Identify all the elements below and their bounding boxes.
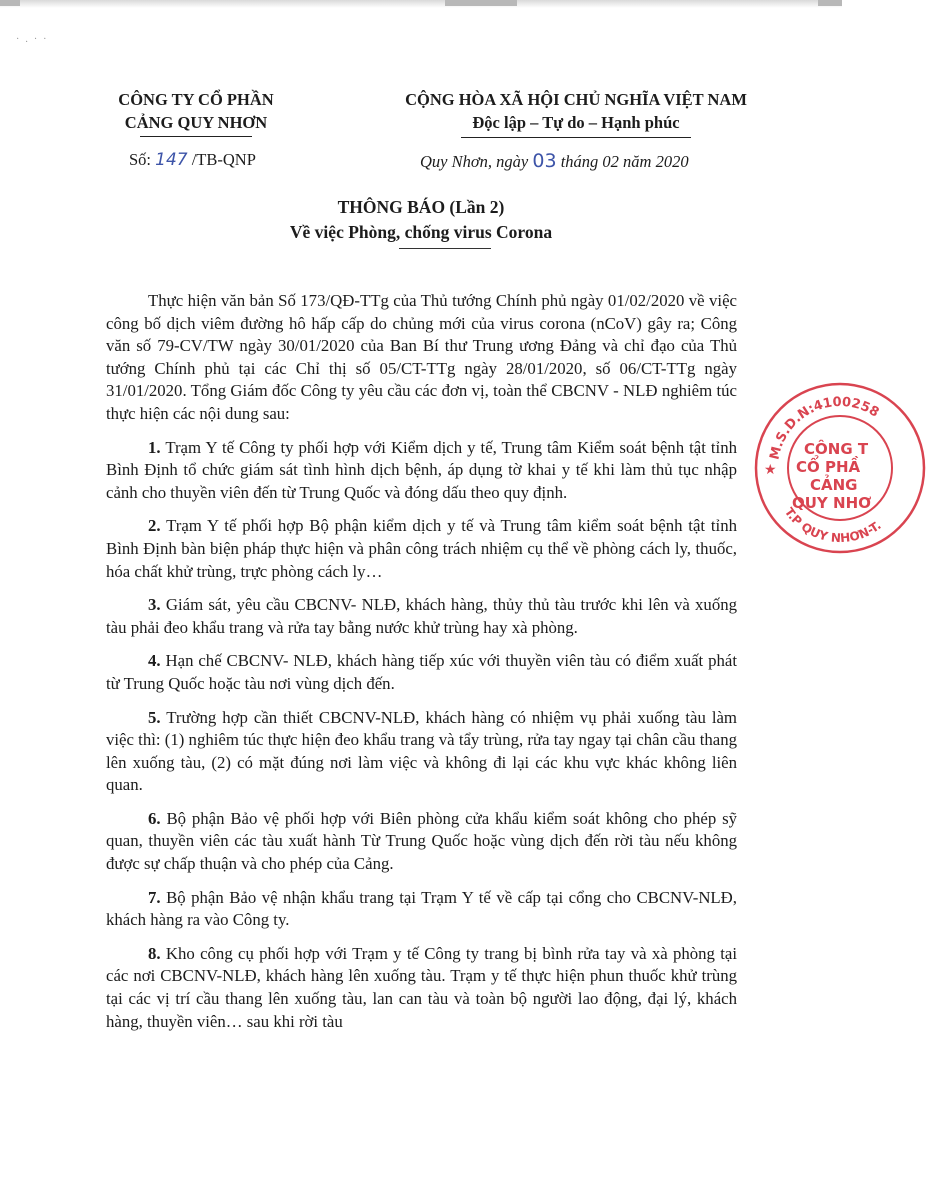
motto-underline [461,137,691,138]
notice-item [106,650,737,695]
seal-line4: QUY NHƠ [792,494,872,512]
company-seal [752,380,928,556]
title-underline [399,248,491,249]
doc-number-suffix: /TB-QNP [191,150,256,169]
national-title: CỘNG HÒA XÃ HỘI CHỦ NGHĨA VIỆT NAM [405,90,747,109]
scan-edge [0,0,842,8]
national-motto: Độc lập – Tự do – Hạnh phúc [472,113,680,132]
item-number: 6. [148,808,161,828]
seal-star-icon: ★ [764,462,777,478]
place-date-prefix: Quy Nhơn, ngày [420,152,529,171]
item-number: 8. [148,943,161,963]
item-number: 3. [148,595,161,615]
scan-edge-mark [818,0,842,6]
scan-edge-mark [445,0,517,6]
place-date-suffix: tháng 02 năm 2020 [560,152,689,171]
item-text: Trạm Y tế phối hợp Bộ phận kiểm dịch y tế và Trung tâm kiểm soát bệnh tật tỉnh Bình Định bàn biện pháp thực hiện và phân công trách nhiệm cụ thể về phòng cách ly, thuốc, hóa chất khử trùng, trực phòng cách ly… [106,516,737,581]
seal-ring-bottom-text: T.P QUY NHƠN-T. [781,505,884,546]
place-date-day: 03 [532,150,557,172]
seal-line2: CỔ PHẦ [796,458,861,476]
item-number: 4. [148,651,161,671]
notice-item [106,808,737,876]
scan-speck: ·.·· [16,34,53,45]
item-text: Trường hợp cần thiết CBCNV-NLĐ, khách hàng có nhiệm vụ phải xuống tàu làm việc thì: (1) nghiêm túc thực hiện đeo khẩu trang và tẩy trùng, rửa tay ngay tại chân cầu thang lên xuống tàu, (2) có mặt đúng nơi làm việc và không đi lại các khu vực khác không liên quan. [106,707,737,795]
document-number [129,150,256,170]
scan-edge-mark [0,0,20,6]
company-header [96,88,296,137]
item-number: 5. [148,707,161,727]
item-text: Kho công cụ phối hợp với Trạm y tế Công ty trang bị bình rửa tay và xà phòng tại các nơi CBCNV-NLĐ, khách hàng lên xuống tàu. Trạm y tế thực hiện phun thuốc khử trùng tại các vị trí cầu thang lên xuống tàu, lan can tàu và toàn bộ người lao động, đại lý, khách hàng, thuyền viên… sau khi rời tàu [106,943,737,1031]
item-text: Trạm Y tế Công ty phối hợp với Kiểm dịch y tế, Trung tâm Kiểm soát bệnh tật tỉnh Bình Định tổ chức giám sát tình hình dịch bệnh, áp dụng tờ khai y tế khi làm thủ tục nhập cảnh cho thuyền viên đến từ Trung Quốc và đóng dấu theo quy định. [106,437,737,502]
doc-number-handwritten: 147 [155,150,188,170]
notice-item [106,707,737,797]
item-text: Hạn chế CBCNV- NLĐ, khách hàng tiếp xúc với thuyền viên tàu có điểm xuất phát từ Trung Quốc hoặc tàu nơi vùng dịch đến. [106,651,737,693]
company-name-line2: CẢNG QUY NHƠN [124,113,268,132]
notice-item [106,437,737,505]
company-name-line1: CÔNG TY CỔ PHẦN [118,90,274,109]
item-number: 2. [148,516,161,536]
national-header [376,88,776,138]
item-text: Giám sát, yêu cầu CBCNV- NLĐ, khách hàng, thủy thủ tàu trước khi lên và xuống tàu phải đeo khẩu trang và rửa tay bằng nước khử trùng hay xà phòng. [106,595,737,637]
item-number: 1. [148,437,161,457]
seal-ring-text: M.S.D.N:4100258 [767,394,882,462]
seal-line3: CẢNG [810,476,858,494]
item-text: Bộ phận Bảo vệ nhận khẩu trang tại Trạm Y tế về cấp tại cổng cho CBCNV-NLĐ, khách hàng ra vào Công ty. [106,887,737,930]
company-underline [140,136,252,137]
item-list [106,437,737,1034]
intro-paragraph: Thực hiện văn bản Số 173/QĐ-TTg của Thủ tướng Chính phủ ngày 01/02/2020 về việc công bố dịch viêm đường hô hấp cấp do chủng mới của virus corona (nCoV) gây ra; Công văn số 79-CV/TW ngày 30/01/2020 của Ban Bí thư Trung ương Đảng và chỉ đạo của Thủ tướng Chính phủ tại các Chỉ thị số 05/CT-TTg ngày 28/01/2020, số 06/CT-TTg ngày 31/01/2020. Tổng Giám đốc Công ty yêu cầu các đơn vị, toàn thể CBCNV - NLĐ nghiêm túc thực hiện các nội dung sau: [106,291,737,423]
notice-item [106,943,737,1033]
place-date [420,150,689,172]
notice-item [106,887,737,932]
item-text: Bộ phận Bảo vệ phối hợp với Biên phòng cửa khẩu kiểm soát không cho phép sỹ quan, thuyền viên các tàu xuất hành Từ Trung Quốc hoặc vùng dịch đến rời tàu nếu không được sự chấp thuận và cho phép của Cảng. [106,808,737,874]
notice-item [106,515,737,583]
doc-number-prefix: Số: [129,150,152,169]
item-number: 7. [148,887,161,907]
notice-body [106,290,737,1044]
notice-title: THÔNG BÁO (Lần 2) [337,197,505,217]
seal-line1: CÔNG T [804,440,869,458]
notice-subject: Về việc Phòng, chống virus Corona [289,222,553,242]
notice-item [106,594,737,639]
